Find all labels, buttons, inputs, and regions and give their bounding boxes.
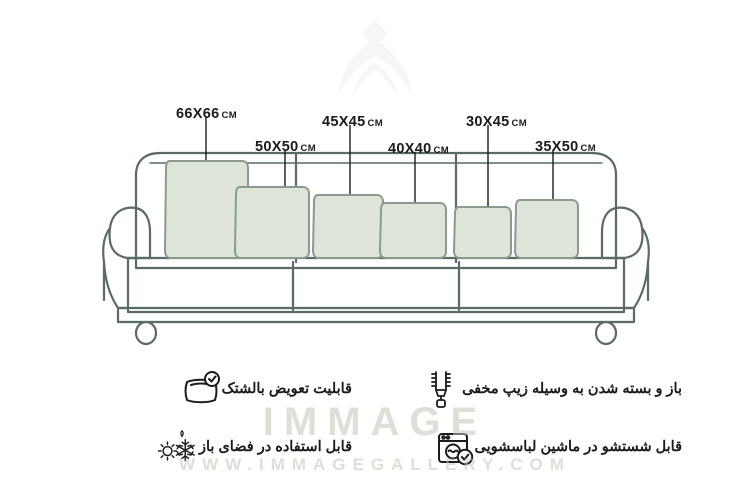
size-value: 66X66 [176,106,220,122]
features-list [0,362,750,497]
size-label-50x50 [255,139,316,155]
size-label-40x40 [388,141,449,157]
sun-snowflake-icon [157,426,199,468]
size-value: 40X40 [388,141,432,157]
size-unit: CM [367,118,384,129]
feature-hidden-zipper [420,368,690,410]
washing-machine-check-icon [433,426,475,468]
feature-machine-washable [433,426,690,468]
size-value: 45X45 [322,114,366,130]
feature-label: قابلیت تعویض بالشتک [221,381,352,397]
size-unit: CM [580,143,597,154]
size-label-30x45 [466,114,527,130]
size-value: 30X45 [466,114,510,130]
feature-label: باز و بسته شدن به وسیله زیپ مخفی [462,381,682,397]
size-label-35x50 [535,139,596,155]
watermark-brand: IMMAGE [262,400,488,444]
feature-label: قابل شستشو در ماشین لباسشویی [474,439,682,455]
size-unit: CM [433,145,450,156]
zipper-icon [420,368,462,410]
size-unit: CM [221,110,238,121]
watermark-url: WWW.IMMAGEGALLERY.COM [179,455,571,474]
feature-replaceable-cover [180,368,360,410]
pillow-check-icon [180,368,222,410]
feature-outdoor-use [157,426,360,468]
size-value: 35X50 [535,139,579,155]
size-unit: CM [511,118,528,129]
size-unit: CM [300,143,317,154]
size-value: 50X50 [255,139,299,155]
feature-label: قابل استفاده در فضای باز [198,439,352,455]
size-label-66x66 [176,106,237,122]
size-label-45x45 [322,114,383,130]
